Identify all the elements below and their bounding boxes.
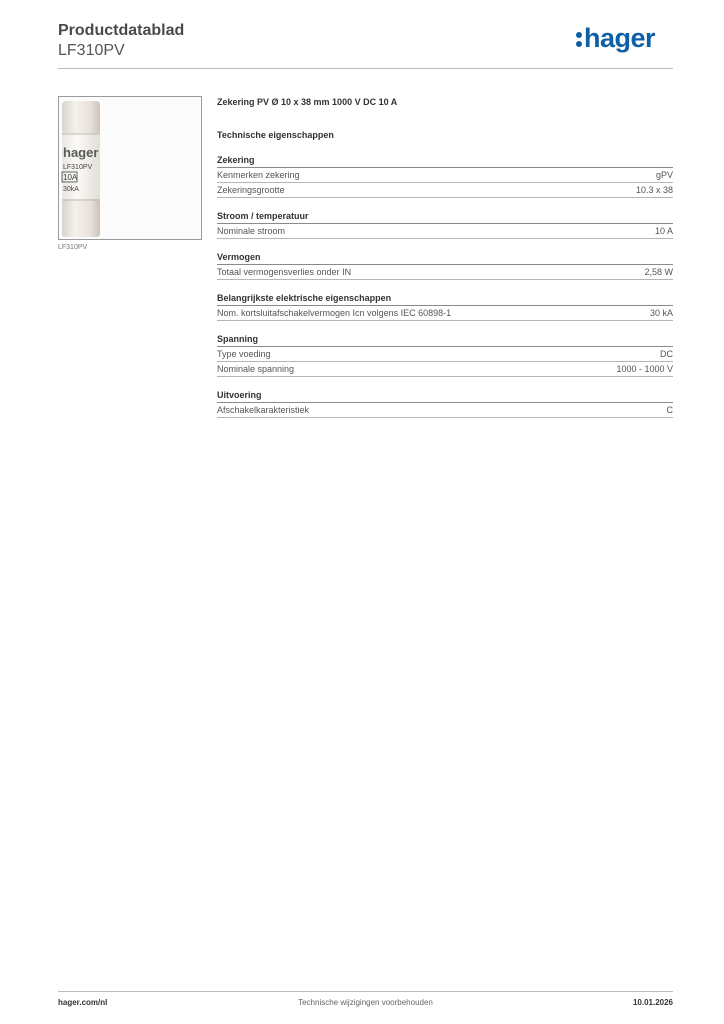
image-label-current: 10A bbox=[63, 173, 78, 182]
image-label-breaking: 30kA bbox=[63, 186, 79, 193]
technical-properties-heading: Technische eigenschappen bbox=[217, 130, 334, 140]
spec-row bbox=[217, 265, 673, 280]
spec-value: 10.3 x 38 bbox=[635, 185, 673, 195]
fuse-cartridge-illustration bbox=[59, 97, 201, 239]
spec-row bbox=[217, 306, 673, 321]
logo-dots-icon bbox=[576, 26, 583, 50]
spec-content bbox=[217, 95, 673, 418]
spec-row bbox=[217, 362, 673, 377]
image-label-code: LF310PV bbox=[63, 164, 93, 171]
spec-value: DC bbox=[660, 349, 673, 359]
section-title: Vermogen bbox=[217, 251, 673, 265]
spec-section-elektrisch bbox=[217, 292, 673, 321]
spec-section-vermogen bbox=[217, 251, 673, 280]
spec-row bbox=[217, 168, 673, 183]
spec-row bbox=[217, 224, 673, 239]
spec-value: 10 A bbox=[654, 226, 673, 236]
spec-row bbox=[217, 403, 673, 418]
spec-value: gPV bbox=[655, 170, 673, 180]
spec-section-stroom bbox=[217, 210, 673, 239]
hager-logo bbox=[576, 20, 655, 56]
section-title: Belangrijkste elektrische eigenschappen bbox=[217, 292, 673, 306]
spec-value: 30 kA bbox=[649, 308, 673, 318]
section-title: Spanning bbox=[217, 333, 673, 347]
image-label-brand: hager bbox=[63, 145, 99, 160]
footer-date: 10.01.2026 bbox=[632, 998, 673, 1007]
spec-label: Nominale spanning bbox=[217, 364, 295, 374]
spec-label: Zekeringsgrootte bbox=[217, 185, 285, 195]
spec-label: Kenmerken zekering bbox=[217, 170, 300, 180]
section-title: Stroom / temperatuur bbox=[217, 210, 673, 224]
page-footer bbox=[58, 998, 673, 1010]
product-title: Zekering PV Ø 10 x 38 mm 1000 V DC 10 A bbox=[217, 97, 398, 107]
spec-value: C bbox=[666, 405, 673, 415]
spec-value: 1000 - 1000 V bbox=[616, 364, 673, 374]
spec-section-spanning bbox=[217, 333, 673, 377]
spec-label: Nominale stroom bbox=[217, 226, 286, 236]
spec-value: 2,58 W bbox=[644, 267, 673, 277]
image-caption: LF310PV bbox=[58, 244, 88, 251]
spec-label: Type voeding bbox=[217, 349, 271, 359]
logo-text: hager bbox=[583, 22, 655, 53]
product-code: LF310PV bbox=[58, 42, 125, 59]
section-title: Uitvoering bbox=[217, 389, 673, 403]
spec-label: Nom. kortsluitafschakelvermogen Icn volgens IEC 60898-1 bbox=[217, 308, 452, 318]
page-header bbox=[58, 20, 673, 70]
header-divider bbox=[58, 68, 673, 69]
spec-section-uitvoering bbox=[217, 389, 673, 418]
spec-row bbox=[217, 347, 673, 362]
section-title: Zekering bbox=[217, 154, 673, 168]
spec-row bbox=[217, 183, 673, 198]
spec-label: Afschakelkarakteristiek bbox=[217, 405, 310, 415]
footer-website-link[interactable]: hager.com/nl bbox=[58, 998, 108, 1007]
document-title: Productdatablad bbox=[58, 22, 185, 39]
footer-divider bbox=[58, 991, 673, 992]
spec-label: Totaal vermogensverlies onder IN bbox=[217, 267, 352, 277]
footer-note: Technische wijzigingen voorbehouden bbox=[298, 998, 433, 1007]
spec-section-zekering bbox=[217, 154, 673, 198]
product-image bbox=[58, 96, 202, 240]
